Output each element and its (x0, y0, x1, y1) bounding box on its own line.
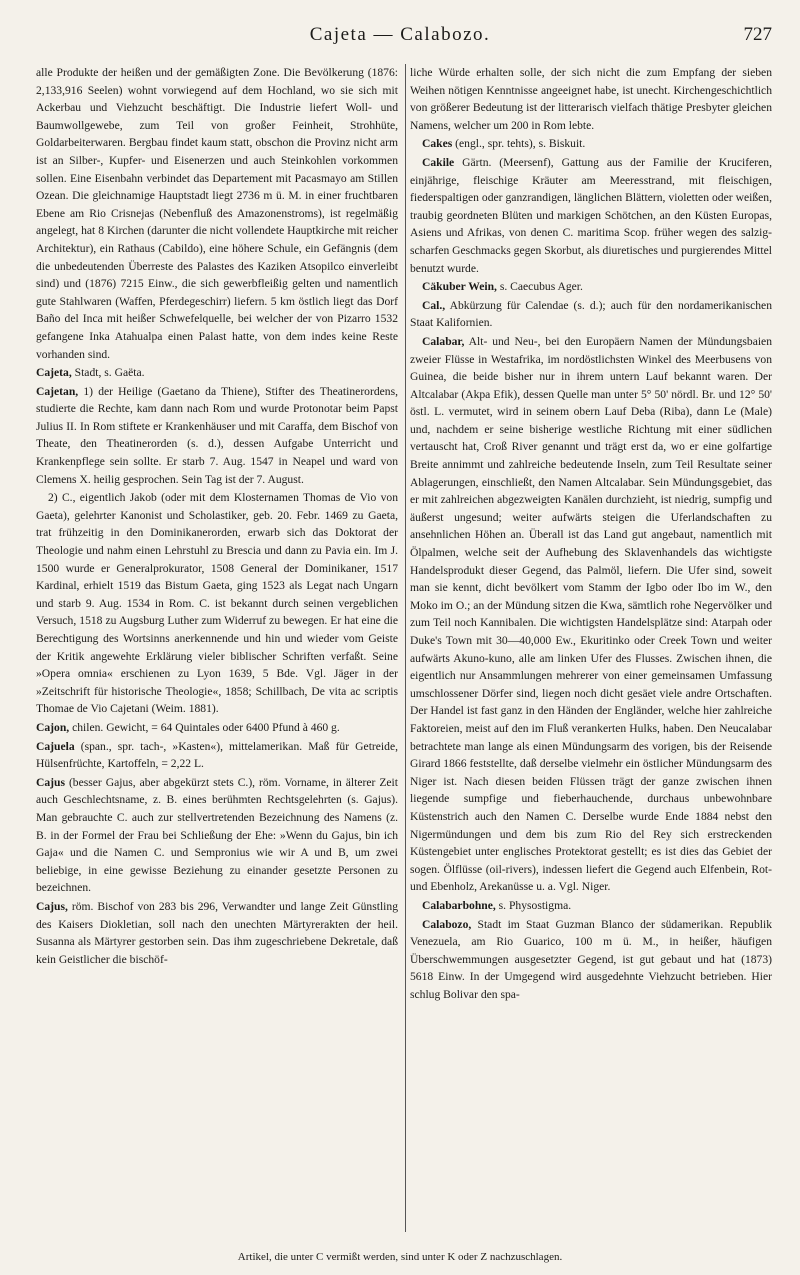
running-title: Cajeta — Calabozo. (309, 24, 491, 45)
page-footer-note: Artikel, die unter C vermißt werden, sind unter K oder Z nachzuschlagen. (237, 1251, 563, 1263)
entry-text: Stadt, s. Gaëta. (71, 366, 145, 380)
dictionary-entry (410, 64, 772, 134)
entry-text: Gärtn. (Meersenf), Gattung aus der Familie der Kruciferen, einjährige, fleischige Kräuter am Meeresstrand, mit fleischigen, fiederspaltigen oder ganzrandigen, länglichen Blättern, violetten oder weißen, traubig geordneten Blüten und markigen Schötchen, an den Küsten Europas, Asiens und Afrikas, von denen C. maritima Scop. früher wegen des salzig-scharfen Geschmacks gegen Skorbut, als diuretisches und purgierendes Mittel benutzt wurde. (410, 155, 772, 275)
entry-headword: Cakes (422, 137, 453, 151)
dictionary-entry (410, 135, 772, 153)
dictionary-entry (410, 297, 772, 332)
entry-text: s. Caecubus Ager. (496, 280, 583, 294)
dictionary-entry (36, 364, 398, 382)
entry-headword: Cajus, (36, 899, 68, 913)
dictionary-entry (36, 898, 398, 968)
entry-text: röm. Bischof von 283 bis 296, Verwandter und lange Zeit Günstling des Kaisers Diokletian, soll nach den unechten Märtyrerakten der heil. Susanna als Märtyrer gestorben sein. Das ihm zugeschriebene Dekretale, daß kein Geistlicher die bischöf- (36, 899, 398, 966)
left-column (36, 64, 398, 1232)
text-columns (36, 64, 772, 1232)
entry-headword: Calabozo, (422, 917, 472, 931)
entry-text: (besser Gajus, aber abgekürzt stets C.), röm. Vorname, in älterer Zeit auch Geschlechtsname, z. B. eines berühmten Rechtsgelehrten (s. Gajus). Man gebrauchte C. auch zur stellvertretenden Bezeichnung des Namens (z. B. in der Formel der Frau bei Schließung der Ehe: »Wenn du Gajus, bin ich Gaja« und die Namen C. und Sempronius wie wir A und B, um zwei beliebige, in eine gewisse Beziehung zu einander gesetzte Personen zu bezeichnen. (36, 775, 398, 895)
page-header (28, 24, 772, 50)
dictionary-entry (410, 897, 772, 915)
entry-text: 2) C., eigentlich Jakob (oder mit dem Klosternamen Thomas de Vio von Gaeta), gelehrter Kanonist und Scholastiker, geb. 20. Febr. 1469 zu Gaeta, trat frühzeitig in den Dominikanerorden, erwarb sich das Doktorat der Theologie und nahm einen Lehrstuhl zu Brescia und dann zu Pavia ein. Im J. 1500 wurde er Generalprokurator, 1508 General der Dominikaner, 1517 Kardinal, erhielt 1519 das Bistum Gaeta, ging 1523 als Legat nach Ungarn und starb 9. Aug. 1534 in Rom. C. ist bekannt durch seinen vergeblichen Versuch, 1518 zu Augsburg Luther zum Widerruf zu bewegen. Er hat eine die Berechtigung des Wortsinns anerkennende und hin und wieder vom Geiste der Kritik angewehte Erklärung vieler biblischer Schriften verfaßt. Seine »Opera omnia« erschienen zu Lyon 1639, 5 Bde. Vgl. Jäger in der »Zeitschrift für historische Theologie«, 1858; Schillbach, De vita ac scriptis Thomae de Vio Cajetani (Weim. 1881). (36, 491, 398, 716)
entry-headword: Cäkuber Wein, (422, 280, 497, 294)
page-number: 727 (743, 24, 772, 45)
right-column (410, 64, 772, 1232)
entry-headword: Cajus (36, 775, 65, 789)
dictionary-entry (36, 774, 398, 897)
entry-text: (span., spr. tach-, »Kasten«), mittelamerikan. Maß für Getreide, Hülsenfrüchte, Kartoffeln, = 2,22 L. (36, 739, 398, 771)
entry-text: alle Produkte der heißen und der gemäßigten Zone. Die Bevölkerung (1876: 2,133,916 Seelen) wohnt vorwiegend auf dem Hochland, wo sie sich mit Ackerbau und Viehzucht beschäftigt. Die Industrie liefert Woll- und Baumwollgewebe, zum Teil von großer Feinheit, Strohhüte, Goldarbeiterwaren. Bergbau findet kaum statt, obschon die Provinz nicht arm ist an Silber-, Kupfer- und Eisenerzen und auch Steinkohlen vorkommen sollen. Eine Eisenbahn verbindet das Departement mit Pacasmayo am Stillen Ozean. Die gleichnamige Hauptstadt liegt 2736 m ü. M. in einer fruchtbaren Ebene am Rio Crisnejas (Nebenfluß des Amazonenstroms), ist regelmäßig angelegt, hat 8 Kirchen (darunter die nicht vollendete Hauptkirche mit reicher Architektur), ein Rathaus (Cabildo), eine höhere Schule, ein Gefängnis (dem die unbedeutenden Überreste des Palastes des Kaziken Atsopilco einverleibt sind) und (1876) 7215 Einw., die sich gewerbfleißig gelten und namentlich gute Stahlwaren (Waffen, Pferdegeschirr) liefern. 5 km östlich liegt das Dorf Baño del Inca mit heißer Schwefelquelle, bei welcher der von Pizarro 1532 gefangene Inka Atahualpa einen Palast hatte, von dem indes keine Reste vorhanden sind. (36, 66, 398, 361)
entry-text: chilen. Gewicht, = 64 Quintales oder 6400 Pfund à 460 g. (69, 720, 340, 734)
entry-text: Alt- und Neu-, bei den Europäern Namen der Mündungsbaien zweier Flüsse in Westafrika, im nordöstlichsten Winkel des Meerbusens von Guinea, die beide bisher nur in ihrem untern Lauf bekannt waren. Der Altcalabar (Akpa Efik), dessen Quelle man unter 5° 50' nördl. Br. und 12° 50' östl. L. vermutet, wird in seinem obern Lauf Deba (Riba), dann Le (Male) und, nachdem er seine bisherige westliche Richtung mit einer südlichen vertauscht hat, Croß River genannt und trägt erst da, wo er eine golfartige Breite annimmt und zahlreiche bedeutende Inseln, zum Teil Resultate seiner Ablagerungen, einschließt, den Namen Altcalabar. Sein Mündungsgebiet, das er mit zahlreichen abgezweigten Kanälen durchzieht, ist niedrig, sumpfig und äußerst ungesund; weiter aufwärts steigen die Uferlandschaften zu ansehnlichen Höhen an. Überall ist das Land gut angebaut, namentlich mit Ölpalmen, welche seit der Aufhebung des Sklavenhandels das wichtigste Handelsprodukt dieser Gegend, das Palmöl, liefern. Die Ufer sind, soweit man sie kennt, dicht bevölkert vom Stamm der Igbo oder Ibo im W., den Moko im O.; an der Mündung sitzen die Kwa, sämtlich rohe Negervölker und zum Teil noch Kannibalen. Die wichtigsten Handelsplätze sind: Atarpah oder Duke's Town mit 30—40,000 Ew., Ekuritinko oder Creek Town und weiter aufwärts Akuno-kuno, alle am linken Ufer des Flusses. Zwischen ihnen, die eigentlich nur Ansammlungen mehrerer von einer gemeinsamen Umfassung umschlossener Dörfer sind, liegen noch dicht gesäet viele andre Ortschaften. Der Handel ist fast ganz in den Händen der Engländer, welche hier zahlreiche Faktoreien, meist auf den im Fluß verankerten Hulks, haben. Den Neucalabar betrachtete man lange als einen Mündungsarm des vorigen, bis der Reisende Girard 1866 feststellte, daß derselbe vielmehr ein östlicher Mündungsarm des Niger ist. Nach diesen beiden Flüssen trägt der ganze zwischen ihnen liegende sumpfige und fieberhauchende, durchaus unbewohnbare Küstenstrich auch den Namen C. Derselbe wurde Ende 1884 nebst den Nigermündungen und dem bis zum Rio del Rey sich erstreckenden Küstengebiet unter englisches Protektorat gestellt; es ist dies das Gebiet der sogen. Ölflüsse (oil-rivers), indessen liefert die Gegend auch Elfenbein, Rot- und Ebenholz, Arekanüsse u. a. Vgl. Niger. (410, 334, 772, 894)
dictionary-entry (410, 333, 772, 896)
entry-headword: Calabarbohne, (422, 898, 496, 912)
dictionary-entry (36, 719, 398, 737)
entry-text: (engl., spr. tehts), s. Biskuit. (452, 137, 586, 151)
dictionary-entry (410, 154, 772, 277)
entry-headword: Cajetan, (36, 384, 79, 398)
dictionary-entry (410, 916, 772, 1004)
entry-text: liche Würde erhalten solle, der sich nicht die zum Empfang der sieben Weihen nötigen Kenntnisse angeeignet habe, ist unecht. Kirchengeschichtlich von größerer Bedeutung ist der litterarisch vielfach thätige Presbyter gleichen Namens, welcher um 200 in Rom lebte. (410, 66, 772, 132)
entry-text: s. Physostigma. (495, 898, 572, 912)
entry-headword: Cajeta, (36, 366, 72, 380)
entry-headword: Cakile (422, 155, 455, 169)
entry-text: Abkürzung für Calendae (s. d.); auch für den nordamerikanischen Staat Kalifornien. (410, 298, 772, 330)
column-divider (405, 64, 406, 1232)
entry-headword: Cal., (422, 298, 446, 312)
entry-headword: Cajuela (36, 739, 75, 753)
entry-headword: Cajon, (36, 720, 70, 734)
entry-text: Stadt im Staat Guzman Blanco der südamerikan. Republik Venezuela, am Rio Guarico, 100 m ü. M., in heißer, häufigen Überschwemmungen ausgesetzter Gegend, ist gut gebaut und hat (1873) 5618 Einw. In der Umgegend wird ausgedehnte Viehzucht betrieben. Hier schlug Bolivar den spa- (410, 917, 772, 1001)
dictionary-entry (36, 738, 398, 773)
entry-text: 1) der Heilige (Gaetano da Thiene), Stifter des Theatinerordens, studierte die Rechte, kam dann nach Rom und wurde Protonotar beim Papst Julius II. In Rom stiftete er Krankenhäuser und mit Caraffa, dem Bischof von Theate, den Theatinerorden (s. d.), dessen Aufgabe Unterricht und Krankenpflege sein sollte. Er starb 7. Aug. 1547 in Neapel und ward von Clemens X. heilig gesprochen. Sein Tag ist der 7. August. (36, 384, 398, 486)
dictionary-entry (36, 64, 398, 363)
entry-headword: Calabar, (422, 334, 465, 348)
dictionary-entry (410, 278, 772, 296)
dictionary-entry (36, 489, 398, 718)
dictionary-entry (36, 383, 398, 489)
